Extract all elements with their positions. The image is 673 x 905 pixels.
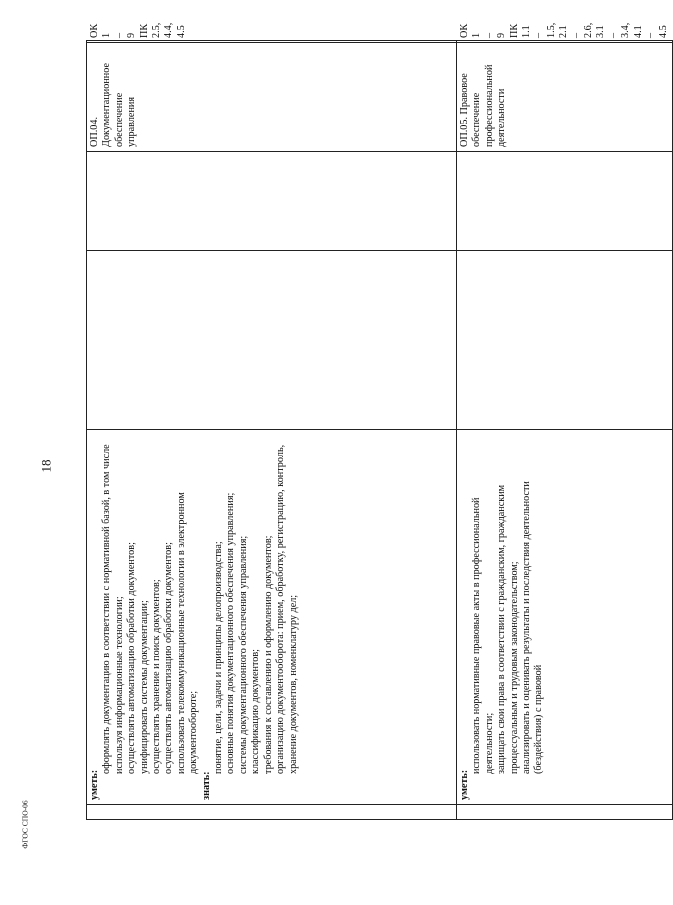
discipline-cell: ОП.05. Правовое обеспечение профессиональной деятельности xyxy=(457,43,673,152)
knowledge-item: классификацию документов; xyxy=(250,649,262,774)
knowledge-heading: знать: xyxy=(200,771,212,800)
empty-cell xyxy=(457,251,673,430)
knowledge-item: требования к составлению и оформлению документов; xyxy=(262,535,274,774)
rotated-page xyxy=(86,22,669,820)
skill-item: использовать нормативные правовые акты в профессиональной деятельности; xyxy=(471,497,495,774)
page-number: 18 xyxy=(38,459,54,473)
requirements-cell xyxy=(87,430,457,805)
index-cell xyxy=(457,805,673,820)
index-cell xyxy=(87,805,457,820)
discipline-cell: ОП.04. Документационное обеспечение управления xyxy=(87,43,457,152)
skill-item: осуществлять автоматизацию обработки документов; xyxy=(126,542,138,774)
skill-item: оформлять документацию в соответствии с нормативной базой, в том числе используя информационные технологии; xyxy=(101,444,125,774)
footer-code: ФГОС СПО-06 xyxy=(20,800,30,849)
skill-item: анализировать и оценивать результаты и последствия деятельности (бездействия) с правовой xyxy=(521,481,545,774)
requirements-cell xyxy=(457,430,673,805)
table-row xyxy=(457,41,673,820)
knowledge-item: системы документационного обеспечения управления; xyxy=(237,535,249,774)
skill-item: осуществлять хранение и поиск документов; xyxy=(151,579,163,774)
skill-item: использовать телекоммуникационные технологии в электронном документообороте; xyxy=(175,492,200,774)
skill-item: унифицировать системы документации; xyxy=(138,600,150,774)
empty-cell xyxy=(87,152,457,251)
skill-item: защищать свои права в соответствии с гражданским, гражданским процессуальным и трудовым законодательством; xyxy=(496,484,520,774)
competencies-cell: ОК 1 – 9 ПК 1.1 – 1.5, 2.1 – 2.6, 3.1 – 3.4, 4.1 – 4.5 xyxy=(457,41,673,43)
empty-cell xyxy=(87,251,457,430)
skills-heading: уметь: xyxy=(89,769,100,800)
skills-heading: уметь: xyxy=(459,769,470,800)
knowledge-item: организацию документооборота: прием, обработку, регистрацию, контроль, хранение документов, номенклатуру дел; xyxy=(275,444,299,774)
table-container xyxy=(86,22,669,820)
table-row xyxy=(87,41,457,820)
skill-item: осуществлять автоматизацию обработки документов; xyxy=(163,542,175,774)
empty-cell xyxy=(457,152,673,251)
knowledge-item: понятие, цели, задачи и принципы делопроизводства; xyxy=(213,541,225,774)
knowledge-item: основные понятия документационного обеспечения управления; xyxy=(225,492,237,774)
competency-table xyxy=(86,22,673,820)
competencies-cell: ОК 1 – 9 ПК 2.5, 4.4, 4.5 xyxy=(87,41,457,43)
